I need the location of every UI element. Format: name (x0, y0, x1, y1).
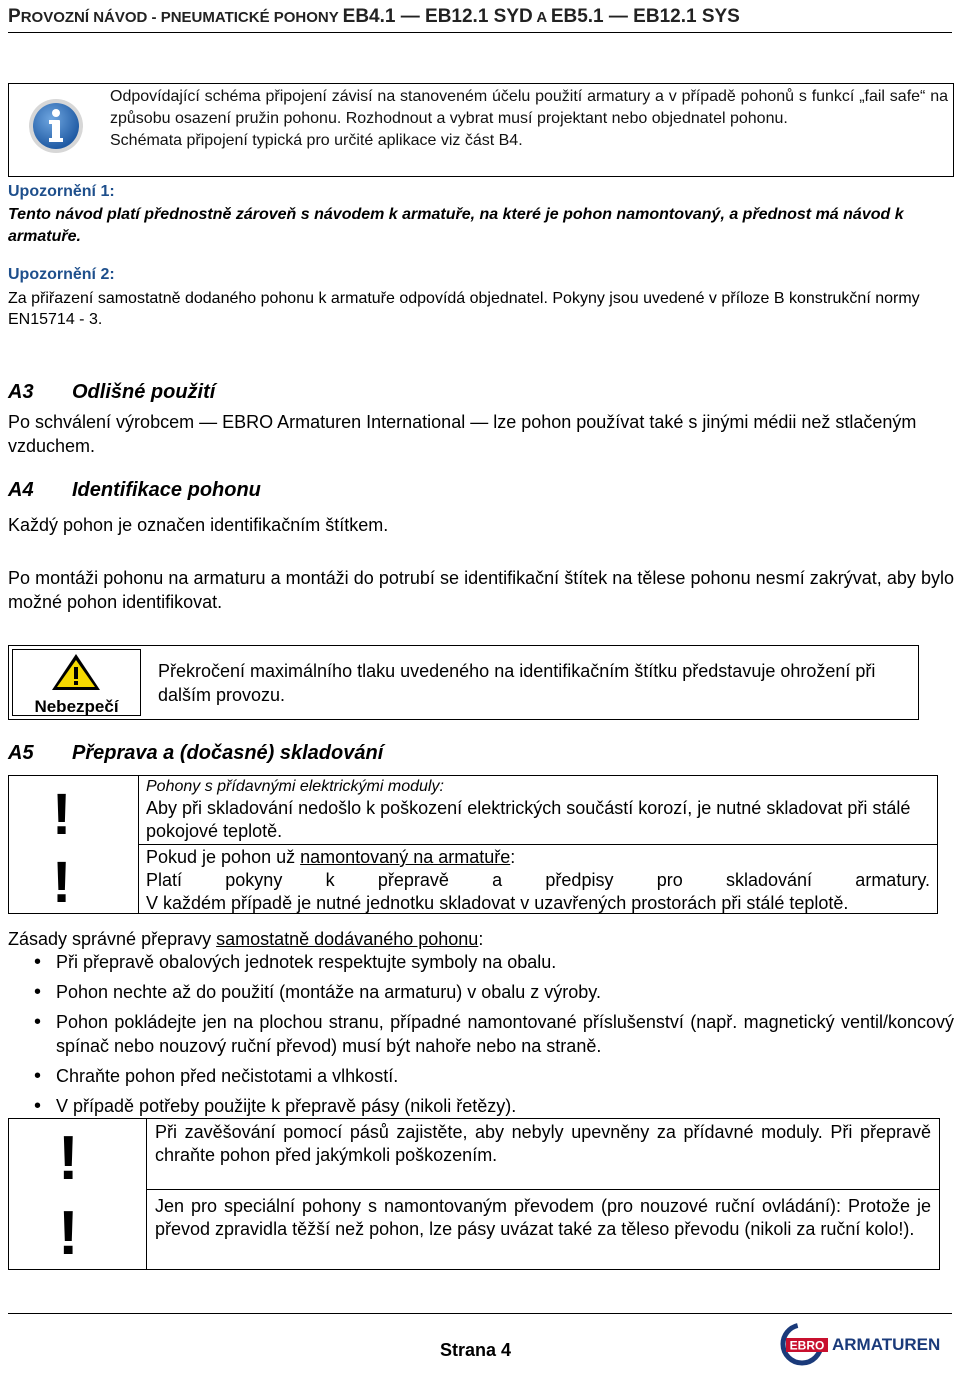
transport-rules-title-underlined: samostatně dodávaného pohonu (216, 929, 479, 949)
list-item: • Pohon pokládejte jen na plochou stranu, případné namontované příslušenství (např. magnetický ventil/koncový spínač nebo nouzový ruční převod) musí být nahoře nebo na straně. (36, 1010, 954, 1058)
list-item: • Při přepravě obalových jednotek respektujte symboly na obalu. (36, 950, 954, 974)
page-number: Strana 4 (440, 1340, 512, 1360)
header-title-rest: ROVOZNÍ NÁVOD - PNEUMATICKÉ POHONY (20, 9, 343, 26)
exclamation-icon: ! (58, 1199, 79, 1268)
a5-note-2-underlined: namontovaný na armatuře (300, 847, 511, 867)
a5-table-symbol-cell (8, 775, 139, 914)
list-item: • V případě potřeby použijte k přepravě pásy (nikoli řetězy). (36, 1094, 954, 1118)
transport-rules-list (36, 950, 954, 1124)
exclamation-icon: ! (58, 1124, 79, 1193)
section-a3-number: A3 (8, 381, 34, 403)
bottom-note-2: Jen pro speciální pohony s namontovaným převodem (pro nouzové ruční ovládání): Protože je převod zpravidla těžší než pohon, lze pásy uvázat také za těleso převodu (nikoli za ruční kolo!). (155, 1196, 931, 1239)
ebro-armaturen-logo (778, 1322, 956, 1366)
exclamation-icon: ! (52, 782, 72, 847)
a5-note-1-subtitle: Pohony s přídavnými elektrickými moduly: (146, 778, 444, 795)
a5-note-2 (146, 846, 930, 915)
a5-note-2-colon: : (510, 847, 516, 867)
transport-rules-title (8, 927, 483, 951)
a5-note-2-line-3: V každém případě je nutné jednotku skladovat v uzavřených prostorách při stálé teplotě. (146, 893, 849, 913)
section-a5-number: A5 (8, 742, 34, 764)
info-paragraph-1: Odpovídající schéma připojení závisí na stanoveném účelu použití armatury a v případě pohonů s funkcí „fail safe“ na způsobu osazení pružin pohonu. Rozhodnout a vybrat musí projektant nebo objednatel pohonu. (110, 88, 948, 127)
header-models-sys: EB5.1 — EB12.1 SYS (550, 6, 740, 27)
logo-ebro-text: EBRO (789, 1338, 825, 1353)
info-text (110, 86, 948, 152)
section-a4-text-2: Po montáži pohonu na armaturu a montáži do potrubí se identifikační štítek na tělese pohonu nesmí zakrývat, aby bylo možné pohon identifikovat. (8, 568, 954, 612)
section-a5-title: Přeprava a (dočasné) skladování (72, 742, 384, 764)
document-header (8, 6, 952, 28)
section-a3-title: Odlišné použití (72, 381, 216, 403)
bottom-note-1: Při zavěšování pomocí pásů zajistěte, aby nebyly upevněny za přídavné moduly. Při přepravě chraňte pohon před jakýmkoli poškozením. (155, 1122, 931, 1165)
warning-1-title: Upozornění 1: (8, 183, 115, 200)
header-conjunction: A (532, 9, 551, 26)
header-divider (8, 32, 952, 33)
header-models-syd: EB4.1 — EB12.1 SYD (342, 6, 533, 27)
transport-rules-title-prefix: Zásady správné přepravy (8, 929, 217, 949)
info-icon (26, 96, 86, 156)
warning-2-text: Za přiřazení samostatně dodaného pohonu k armatuře odpovídá objednatel. Pokyny jsou uvedené v příloze B konstrukční normy EN15714 - 3. (8, 290, 920, 328)
section-a4-text-1: Každý pohon je označen identifikačním štítkem. (8, 515, 389, 535)
section-a4-title: Identifikace pohonu (72, 479, 261, 501)
exclamation-icon: ! (52, 850, 72, 915)
header-title-initial: P (8, 6, 21, 27)
transport-rules-title-colon: : (478, 929, 484, 949)
warning-1-text: Tento návod platí přednostně zároveň s návodem k armatuře, na které je pohon namontovaný, a přednost má návod k armatuře. (8, 206, 904, 245)
logo-armaturen-text: ARMATUREN (832, 1335, 941, 1354)
a5-note-2-line-2: Platí pokyny k přepravě a předpisy pro skladování armatury. (146, 870, 930, 890)
warning-triangle-icon (50, 652, 102, 692)
list-item: • Pohon nechte až do použití (montáže na armaturu) v obalu z výroby. (36, 980, 954, 1004)
info-paragraph-2: Schémata připojení typická pro určité aplikace viz část B4. (110, 132, 523, 149)
a5-note-2-prefix: Pokud je pohon už (146, 847, 301, 867)
danger-text: Překročení maximálního tlaku uvedeného na identifikačním štítku představuje ohrožení při dalším provozu. (158, 661, 876, 705)
danger-label: Nebezpečí (34, 697, 119, 716)
a5-note-2-line-1 (146, 846, 930, 869)
warning-2-title: Upozornění 2: (8, 266, 115, 283)
section-a3-text: Po schválení výrobcem — EBRO Armaturen International — lze pohon používat také s jinými médii než stlačeným vzduchem. (8, 412, 917, 456)
list-item: • Chraňte pohon před nečistotami a vlhkostí. (36, 1064, 954, 1088)
section-a4-number: A4 (8, 479, 34, 501)
footer-divider (8, 1313, 952, 1314)
a5-note-1-text: Aby při skladování nedošlo k poškození elektrických součástí korozí, je nutné skladovat při stálé pokojové teplotě. (146, 798, 911, 841)
